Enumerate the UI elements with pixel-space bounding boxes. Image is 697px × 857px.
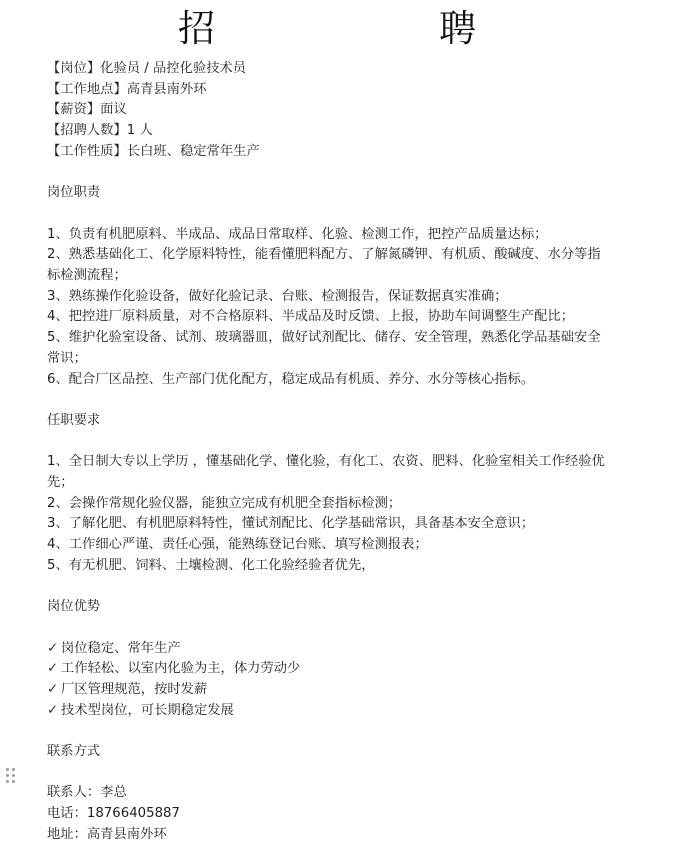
info-salary: 【薪资】面议	[47, 102, 127, 118]
advantage-text: 技术型岗位，可长期稳定发展	[61, 702, 234, 718]
spacer	[47, 577, 607, 598]
duties-heading: 岗位职责	[47, 185, 101, 201]
spacer	[47, 721, 607, 742]
requirement-item: 2、会操作常规化验仪器，能独立完成有机肥全套指标检测；	[47, 495, 402, 511]
spacer	[47, 163, 607, 184]
spacer	[47, 204, 607, 225]
check-icon: ✓	[47, 661, 59, 677]
requirement-item: 1、全日制大专以上学历 ，懂基础化学、懂化验，有化工、农资、肥料、化验室相关工作经验优先；	[47, 454, 605, 490]
requirements-heading: 任职要求	[47, 412, 101, 428]
duty-item: 2、熟悉基础化工、化学原料特性，能看懂肥料配方、了解氮磷钾、有机质、酸碱度、水分等指标检测流程；	[47, 247, 601, 283]
contact-heading: 联系方式	[47, 744, 101, 760]
duty-item: 4、把控进厂原料质量，对不合格原料、半成品及时反馈、上报，协助车间调整生产配比；	[47, 309, 575, 325]
duty-item: 3、熟练操作化验设备，做好化验记录、台账、检测报告，保证数据真实准确；	[47, 288, 508, 304]
contact-person: 联系人：李总	[47, 785, 127, 801]
advantage-item	[47, 659, 607, 680]
check-icon: ✓	[47, 640, 59, 656]
requirement-item: 5、有无机肥、饲料、土壤检测、化工化验经验者优先，	[47, 557, 375, 573]
spacer	[47, 763, 607, 784]
advantage-text: 岗位稳定、常年生产	[61, 640, 181, 656]
advantage-item	[47, 680, 607, 701]
duty-item: 6、配合厂区品控、生产部门优化配方，稳定成品有机质、养分、水分等核心指标。	[47, 371, 535, 387]
info-position: 【岗位】化验员 / 品控化验技术员	[47, 61, 247, 76]
page-title: 招 聘	[178, 7, 526, 50]
contact-phone: 电话：18766405887	[47, 806, 180, 822]
document-body	[47, 59, 607, 846]
advantages-heading: 岗位优势	[47, 599, 101, 615]
duty-item: 1、负责有机肥原料、半成品、成品日常取样、化验、检测工作，把控产品质量达标；	[47, 226, 548, 242]
spacer	[47, 432, 607, 453]
advantage-item	[47, 701, 607, 722]
check-icon: ✓	[47, 682, 59, 697]
advantage-text: 工作轻松、以室内化验为主，体力劳动少	[61, 661, 301, 677]
advantage-item	[47, 639, 607, 660]
info-job-type: 【工作性质】长白班、稳定常年生产	[47, 143, 260, 159]
requirement-item: 4、工作细心严谨、责任心强，能熟练登记台账、填写检测报表；	[47, 537, 428, 553]
spacer	[47, 618, 607, 639]
spacer	[47, 390, 607, 411]
requirement-item: 3、了解化肥、有机肥原料特性，懂试剂配比、化学基础常识，具备基本安全意识；	[47, 516, 535, 532]
contact-address: 地址：高青县南外环	[47, 826, 167, 842]
check-icon: ✓	[47, 702, 59, 718]
drag-handle-icon[interactable]	[6, 768, 16, 784]
info-headcount: 【招聘人数】1 人	[47, 123, 153, 139]
advantage-text: 厂区管理规范，按时发薪	[61, 682, 208, 697]
duty-item: 5、维护化验室设备、试剂、玻璃器皿，做好试剂配比、储存、安全管理，熟悉化学品基础安全常识；	[47, 330, 601, 366]
info-location: 【工作地点】高青县南外环	[47, 81, 207, 97]
